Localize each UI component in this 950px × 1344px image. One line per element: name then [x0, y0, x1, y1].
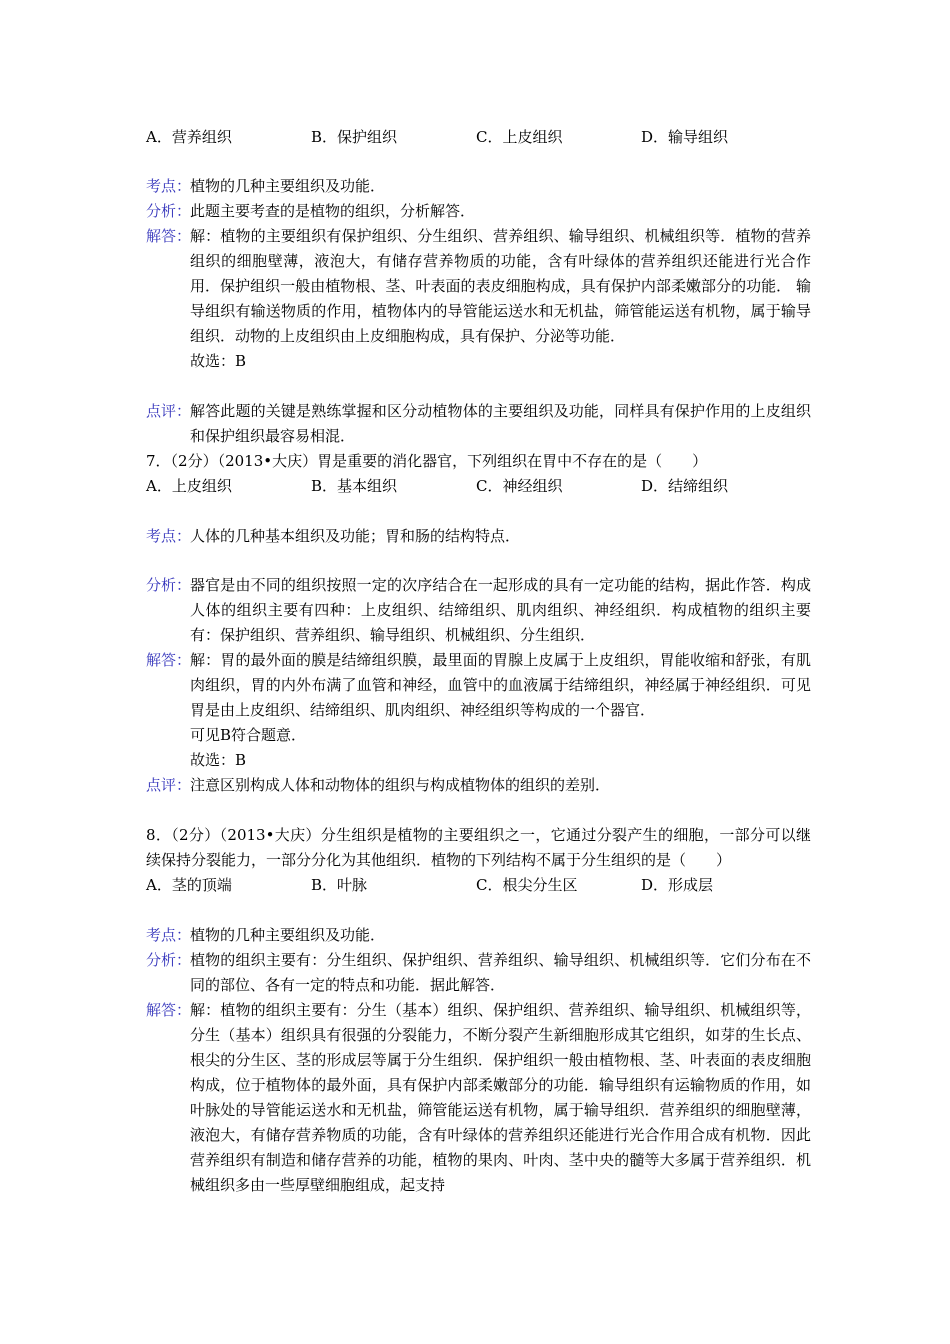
kaodian-label: 考点：: [146, 177, 192, 195]
q7-option-b: B．基本组织: [311, 477, 398, 495]
kaodian-text: 植物的几种主要组织及功能．: [190, 177, 386, 195]
q7-stem-text: 7．（2分）（2013•大庆）胃是重要的消化器官，下列组织在胃中不存在的是（ ）: [146, 452, 708, 470]
q8-option-d: D．形成层: [641, 876, 714, 894]
jieda-answer: 故选：B: [190, 751, 247, 769]
jieda-text: 解：植物的组织主要有：分生（基本）组织、保护组织、营养组织、输导组织、机械组织等，分生（基本）组织具有很强的分裂能力，不断分裂产生新细胞形成其它组织，如芽的生长点、根尖的分生区、茎的形成层等属于分生组织．保护组织一般由植物根、茎、叶表面的表皮细胞构成，位于植物体的最外面，具有保护内部柔嫩部分的功能．输导组织有运输物质的作用，如叶脉处的导管能运送水和无机盐，筛管能运送有机物，属于输导组织．营养组织的细胞壁薄，液泡大，有储存营养物质的功能，含有叶绿体的营养组织还能进行光合作用合成有机物．因此营养组织有制造和储存营养的功能，植物的果肉、叶肉、茎中央的髓等大多属于营养组织．机械组织多由一些厚壁细胞组成，起支持: [190, 1001, 811, 1194]
jieda-text: 解：胃的最外面的膜是结缔组织膜，最里面的胃腺上皮属于上皮组织，胃能收缩和舒张，有肌肉组织，胃的内外布满了血管和神经，血管中的血液属于结缔组织，神经属于神经组织．可见胃是由上皮组织、结缔组织、肌肉组织、神经组织等构成的一个器官．: [190, 651, 811, 719]
q7-jieda: [146, 648, 811, 773]
q8-option-b: B．叶脉: [311, 876, 368, 894]
q7-dianping: [146, 773, 811, 798]
jieda-label: 解答：: [146, 651, 192, 669]
fenxi-text: 器官是由不同的组织按照一定的次序结合在一起形成的具有一定功能的结构，据此作答．构成人体的组织主要有四种：上皮组织、结缔组织、肌肉组织、神经组织．构成植物的组织主要有：保护组织、营养组织、输导组织、机械组织、分生组织．: [190, 576, 811, 644]
dianping-label: 点评：: [146, 776, 192, 794]
q6-kaodian: [146, 174, 811, 199]
q8-stem: [146, 823, 811, 873]
jieda-answer: 故选：B: [190, 352, 247, 370]
q8-option-a: A．茎的顶端: [146, 876, 232, 894]
q7-option-a: A．上皮组织: [146, 477, 232, 495]
q8-stem-text: 8．（2分）（2013•大庆）分生组织是植物的主要组织之一，它通过分裂产生的细胞，一部分可以继续保持分裂能力，一部分分化为其他组织．植物的下列结构不属于分生组织的是（ ）: [146, 826, 811, 869]
q7-option-d: D．结缔组织: [641, 477, 729, 495]
q6-option-b: B．保护组织: [311, 128, 398, 146]
q6-option-d: D．输导组织: [641, 128, 729, 146]
jieda-label: 解答：: [146, 1001, 192, 1019]
kaodian-text: 植物的几种主要组织及功能．: [190, 926, 386, 944]
dianping-text: 注意区别构成人体和动物体的组织与构成植物体的组织的差别．: [190, 776, 611, 794]
q6-dianping: [146, 399, 811, 449]
q6-option-c: C．上皮组织: [476, 128, 563, 146]
q6-fenxi: [146, 199, 811, 224]
q6-jieda: [146, 224, 811, 374]
q7-options: [146, 473, 826, 499]
q7-kaodian: [146, 524, 811, 549]
dianping-label: 点评：: [146, 402, 192, 420]
q8-kaodian: [146, 923, 811, 948]
kaodian-text: 人体的几种基本组织及功能；胃和肠的结构特点．: [190, 527, 521, 545]
q8-fenxi: [146, 948, 811, 998]
q6-options: [146, 124, 826, 150]
dianping-text: 解答此题的关键是熟练掌握和区分动植物体的主要组织及功能，同样具有保护作用的上皮组织和保护组织最容易相混．: [190, 402, 811, 445]
fenxi-label: 分析：: [146, 576, 192, 594]
jieda-label: 解答：: [146, 227, 192, 245]
fenxi-text: 植物的组织主要有：分生组织、保护组织、营养组织、输导组织、机械组织等．它们分布在不同的部位、各有一定的特点和功能．据此解答．: [190, 951, 811, 994]
jieda-text: 解：植物的主要组织有保护组织、分生组织、营养组织、输导组织、机械组织等．植物的营养组织的细胞壁薄，液泡大，有储存营养物质的功能，含有叶绿体的营养组织还能进行光合作用．保护组织一般由植物根、茎、叶表面的表皮细胞构成，具有保护内部柔嫩部分的功能． 输导组织有输送物质的作用，植物体内的导管能运送水和无机盐，筛管能运送有机物，属于输导组织．动物的上皮组织由上皮细胞构成，具有保护、分泌等功能．: [190, 227, 811, 345]
q6-option-a: A．营养组织: [146, 128, 232, 146]
jieda-line2: 可见B符合题意．: [190, 726, 307, 744]
q8-option-c: C．根尖分生区: [476, 876, 578, 894]
kaodian-label: 考点：: [146, 926, 192, 944]
fenxi-label: 分析：: [146, 951, 192, 969]
kaodian-label: 考点：: [146, 527, 192, 545]
q8-options: [146, 872, 826, 898]
q8-jieda: [146, 998, 811, 1198]
fenxi-label: 分析：: [146, 202, 192, 220]
q7-fenxi: [146, 573, 811, 648]
fenxi-text: 此题主要考查的是植物的组织，分析解答．: [190, 202, 476, 220]
q7-stem: [146, 449, 811, 474]
q7-option-c: C．神经组织: [476, 477, 563, 495]
